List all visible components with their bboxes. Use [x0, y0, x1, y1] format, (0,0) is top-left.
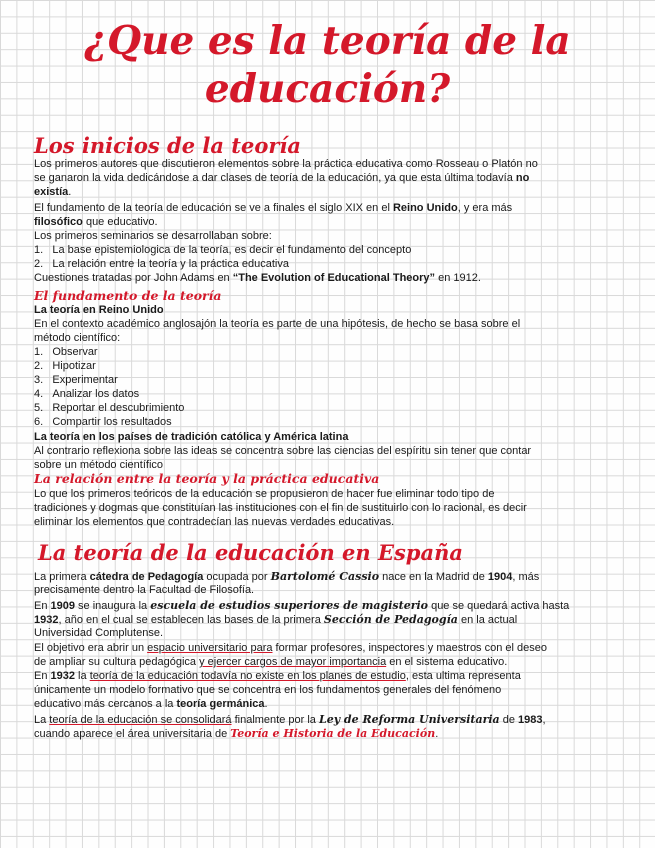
text-line: Al contrario reflexiona sobre las ideas se concentra sobre las ciencias del espíritu sin tener que contar [34, 445, 532, 457]
text-line: filosófico que educativo. [34, 216, 158, 228]
text-line: 1932, año en el cual se establecen las bases de la primera Sección de Pedagogía en la actual [34, 613, 518, 626]
list-item: 2. La relación entre la teoría y la práctica educativa [34, 258, 289, 270]
text-line: de ampliar su cultura pedagógica y ejercer cargos de mayor importancia en el sistema educativo. [34, 656, 508, 668]
section-heading-espana: La teoría de la educación en España [38, 540, 463, 565]
text-line: La teoría de la educación se consolidará finalmente por la Ley de Reforma Universitaria de 1983, [34, 713, 546, 726]
text-line: eliminar los elementos que contradecían las nuevas verdades educativas. [34, 516, 395, 528]
list-item: 3. Experimentar [34, 374, 118, 386]
text-line: Lo que los primeros teóricos de la educación se propusieron de hacer fue eliminar todo tipo de [34, 488, 495, 500]
subsection-heading-fundamento: El fundamento de la teoría [34, 288, 222, 303]
list-item: 5. Reportar el descubrimiento [34, 402, 185, 414]
text-line: En el contexto académico anglosajón la teoría es parte de una hipótesis, de hecho se basa sobre el [34, 318, 521, 330]
text-line: precisamente dentro la Facultad de Filosofía. [34, 584, 255, 596]
text-line: El fundamento de la teoría de educación se ve a finales el siglo XIX en el Reino Unido, y era más [34, 202, 513, 214]
text-line: La primera cátedra de Pedagogía ocupada por Bartolomé Cassio nace en la Madrid de 1904, más [34, 570, 540, 583]
list-item: 1. La base epistemiologica de la teoría, es decir el fundamento del concepto [34, 244, 412, 256]
text-line: El objetivo era abrir un espacio universitario para formar profesores, inspectores y maestros con el deseo [34, 642, 547, 654]
text-line: cuando aparece el área universitaria de Teoría e Historia de la Educación. [34, 727, 439, 740]
page-title-line-2: educación? [204, 66, 451, 112]
list-item: 1. Observar [34, 346, 98, 358]
text-line: método científico: [34, 332, 121, 344]
text-line: se ganaron la vida dedicándose a dar clases de teoría de la educación, ya que esta última todavía no [34, 172, 530, 184]
text-line: La teoría en los países de tradición católica y América latina [34, 431, 349, 443]
text-line: En 1909 se inaugura la escuela de estudios superiores de magisterio que se quedará activa hasta [34, 599, 570, 612]
section-heading-inicios: Los inicios de la teoría [34, 133, 302, 158]
subsection-heading-relacion: La relación entre la teoría y la práctica educativa [34, 471, 380, 486]
text-line: educativo más cercanos a la teoría germánica. [34, 698, 268, 710]
text-line: Los primeros autores que discutieron elementos sobre la práctica educativa como Rosseau o Platón no [34, 158, 538, 170]
text-line: En 1932 la teoría de la educación todavía no existe en los planes de estudio, esta ultima representa [34, 670, 521, 682]
text-line: Los primeros seminarios se desarrollaban sobre: [34, 230, 272, 242]
list-item: 2. Hipotizar [34, 360, 96, 372]
list-item: 4. Analizar los datos [34, 388, 140, 400]
text-line: existía. [34, 186, 72, 198]
text-line: tradiciones y dogmas que constituían las instituciones con el fin de sustituirlo con lo racional, es decir [34, 502, 527, 514]
text-line: sobre un método científico [34, 459, 164, 471]
text-line: Universidad Complutense. [34, 627, 164, 639]
text-line: Cuestiones tratadas por John Adams en “The Evolution of Educational Theory” en 1912. [34, 272, 481, 284]
list-item: 6. Compartir los resultados [34, 416, 172, 428]
text-line: únicamente un modelo formativo que se concentra en los fundamentos generales del fenómeno [34, 684, 502, 696]
page-title-line-1: ¿Que es la teoría de la [84, 18, 571, 64]
text-line: La teoría en Reino Unido [34, 304, 164, 316]
